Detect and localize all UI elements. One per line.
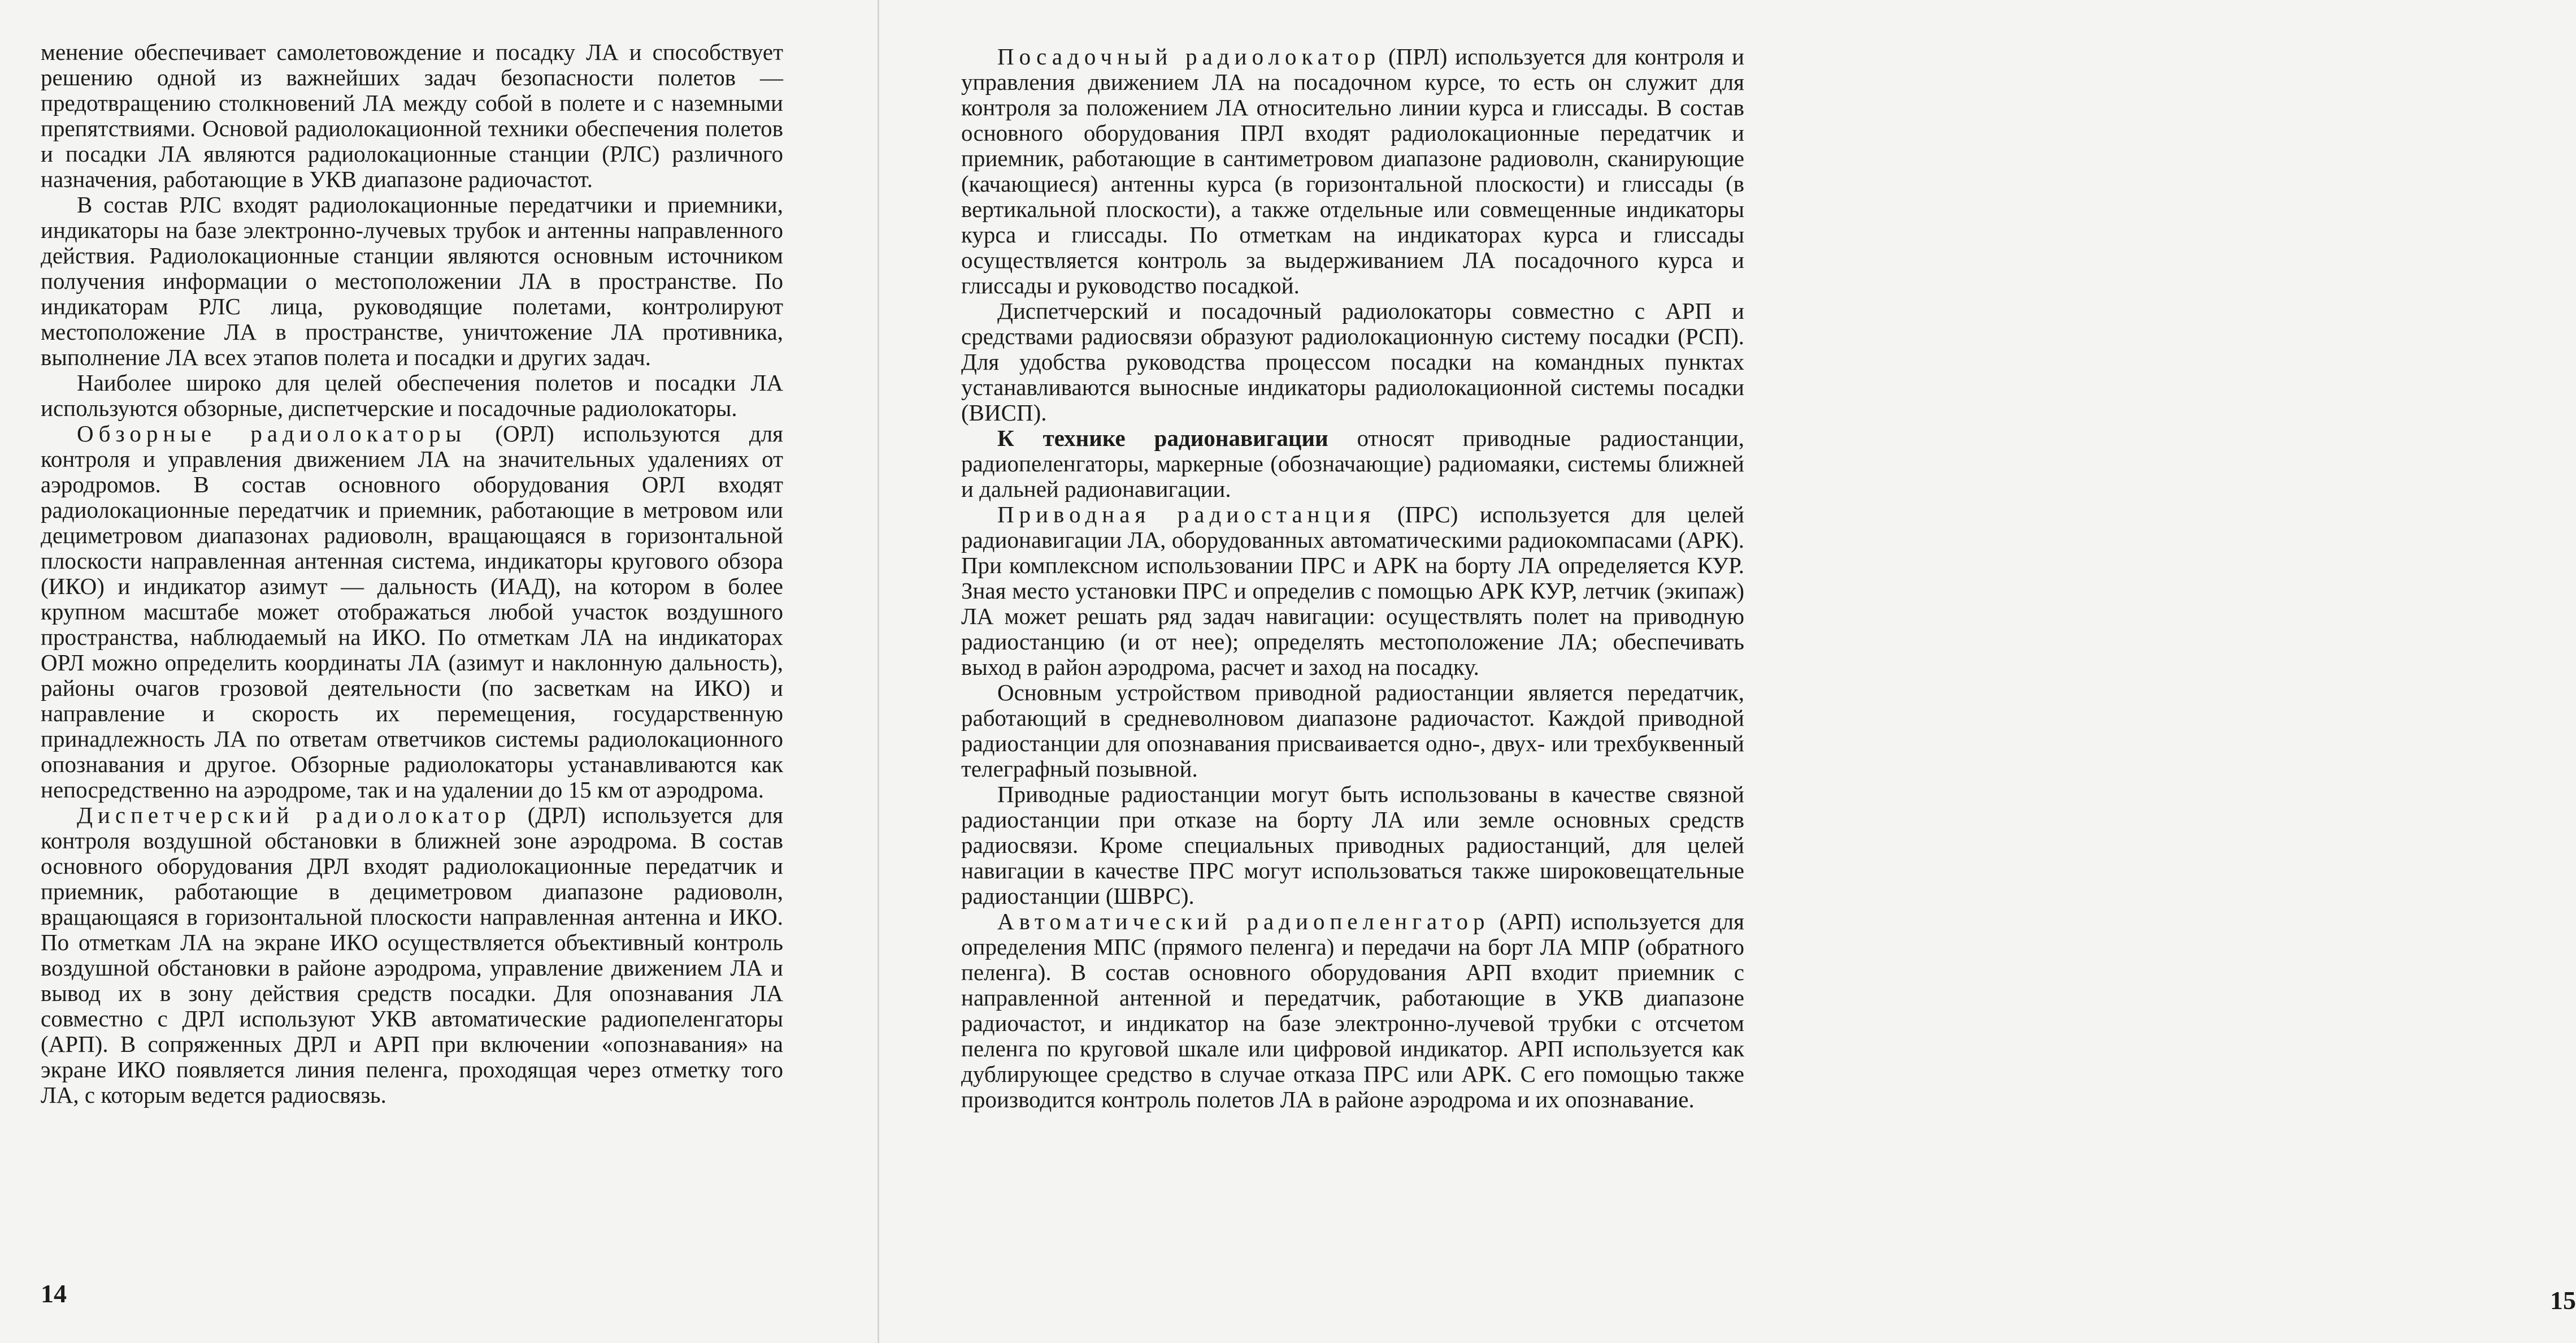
paragraph: Автоматический радиопеленгатор (АРП) используется для определения МПС (прямого пеленга) и передачи на борт ЛА МПР (обратного пеленга). В состав основного оборудования АРП входит приемник с направленной антенной и передатчик, работающие в УКВ диапазоне радиочастот, и индикатор на базе электронно-лучевой трубки с отсчетом пеленга по круговой шкале или цифровой индикатор. АРП используется как дублирующее средство в случае отказа ПРС или АРК. С его помощью также производится контроль полетов ЛА в районе аэродрома и их опознавание. xyxy=(961,908,1744,1112)
paragraph: менение обеспечивает самолетовождение и посадку ЛА и способствует решению одной из важнейших задач безопасности полетов — предотвращению столкновений ЛА между собой в полете и с наземными препятствиями. Основой радиолокационной техники обеспечения полетов и посадки ЛА являются радиолокационные станции (РЛС) различного назначения, работающие в УКВ диапазоне радиочастот. xyxy=(41,39,783,192)
paragraph: В состав РЛС входят радиолокационные передатчики и приемники, индикаторы на базе электронно-лучевых трубок и антенны направленного действия. Радиолокационные станции являются основным источником получения информации о местоположении ЛА в пространстве. По индикаторам РЛС лица, руководящие полетами, контролируют местоположение ЛА в пространстве, уничтожение ЛА противника, выполнение ЛА всех этапов полета и посадки и других задач. xyxy=(41,192,783,370)
paragraph: Диспетчерский и посадочный радиолокаторы совместно с АРП и средствами радиосвязи образуют радиолокационную систему посадки (РСП). Для удобства руководства процессом посадки на командных пунктах устанавливаются выносные индикаторы радиолокационной системы посадки (ВИСП). xyxy=(961,298,1744,426)
paragraph: К технике радионавигации относят приводные радиостанции, радиопеленгаторы, маркерные (обозначающие) радиомаяки, системы ближней и дальней радионавигации. xyxy=(961,425,1744,502)
paragraph: Диспетчерский радиолокатор (ДРЛ) используется для контроля воздушной обстановки в ближней зоне аэродрома. В состав основного оборудования ДРЛ входят радиолокационные передатчик и приемник, работающие в дециметровом диапазоне радиоволн, вращающаяся в горизонтальной плоскости направленная антенна и ИКО. По отметкам ЛА на экране ИКО осуществляется объективный контроль воздушной обстановки в районе аэродрома, управление движением ЛА и вывод их в зону действия средств посадки. Для опознавания ЛА совместно с ДРЛ используют УКВ автоматические радиопеленгаторы (АРП). В сопряженных ДРЛ и АРП при включении «опознавания» на экране ИКО появляется линия пеленга, проходящая через отметку того ЛА, с которым ведется радиосвязь. xyxy=(41,802,783,1108)
paragraph: Обзорные радиолокаторы (ОРЛ) используются для контроля и управления движением ЛА на значительных удалениях от аэродромов. В состав основного оборудования ОРЛ входят радиолокационные передатчик и приемник, работающие в метровом или дециметровом диапазонах радиоволн, вращающаяся в горизонтальной плоскости направленная антенная система, индикаторы кругового обзора (ИКО) и индикатор азимут — дальность (ИАД), на котором в более крупном масштабе может отображаться любой участок воздушного пространства, наблюдаемый на ИКО. По отметкам ЛА на индикаторах ОРЛ можно определить координаты ЛА (азимут и наклонную дальность), районы очагов грозовой деятельности (по засветкам на ИКО) и направление и скорость их перемещения, государственную принадлежность ЛА по ответам ответчиков системы радиолокационного опознавания и другое. Обзорные радиолокаторы устанавливаются как непосредственно на аэродроме, так и на удалении до 15 км от аэродрома. xyxy=(41,421,784,803)
left-page-text xyxy=(41,40,783,1108)
right-page-text xyxy=(961,44,1744,1112)
spaced-term: Обзорные радиолокаторы xyxy=(77,421,467,447)
spaced-term: Приводная радиостанция xyxy=(997,501,1376,527)
page-number: 14 xyxy=(41,1279,67,1308)
spaced-term: Диспетчерский радиолокатор xyxy=(77,802,511,828)
paragraph: Приводные радиостанции могут быть использованы в качестве связной радиостанции при отказе на борту ЛА или земле основных средств радиосвязи. Кроме специальных приводных радиостанций, для целей навигации в качестве ПРС могут использоваться также широковещательные радиостанции (ШВРС). xyxy=(961,781,1744,909)
spaced-term: Посадочный радиолокатор xyxy=(997,44,1381,70)
paragraph: Посадочный радиолокатор (ПРЛ) используется для контроля и управления движением ЛА на посадочном курсе, то есть он служит для контроля за положением ЛА относительно линии курса и глиссады. В состав основного оборудования ПРЛ входят радиолокационные передатчик и приемник, работающие в сантиметровом диапазоне радиоволн, сканирующие (качающиеся) антенны курса (в горизонтальной плоскости) и глиссады (в вертикальной плоскости), а также отдельные или совмещенные индикаторы курса и глиссады. По отметкам на индикаторах курса и глиссады осуществляется контроль за выдерживанием ЛА посадочного курса и глиссады и руководство посадкой. xyxy=(961,44,1745,298)
left-page xyxy=(0,0,881,1343)
book-gutter xyxy=(878,0,879,1343)
bold-term: К технике радионавигации xyxy=(997,425,1328,451)
page-number: 15 xyxy=(2550,1286,2576,1315)
paragraph: Основным устройством приводной радиостанции является передатчик, работающий в средневолновом диапазоне радиочастот. Каждой приводной радиостанции для опознавания присваивается одно-, двух- или трехбуквенный телеграфный позывной. xyxy=(961,679,1744,782)
spaced-term: Автоматический радиопеленгатор xyxy=(997,908,1490,934)
paragraph: Наиболее широко для целей обеспечения полетов и посадки ЛА используются обзорные, диспетчерские и посадочные радиолокаторы. xyxy=(41,370,783,421)
paragraph: Приводная радиостанция (ПРС) используется для целей радионавигации ЛА, оборудованных автоматическими радиокомпасами (АРК). При комплексном использовании ПРС и АРК на борту ЛА определяется КУР. Зная место установки ПРС и определив с помощью АРК КУР, летчик (экипаж) ЛА может решать ряд задач навигации: осуществлять полет на приводную радиостанцию (и от нее); определять местоположение ЛА; обеспечивать выход в район аэродрома, расчет и заход на посадку. xyxy=(961,501,1744,680)
right-page xyxy=(884,0,2576,1343)
